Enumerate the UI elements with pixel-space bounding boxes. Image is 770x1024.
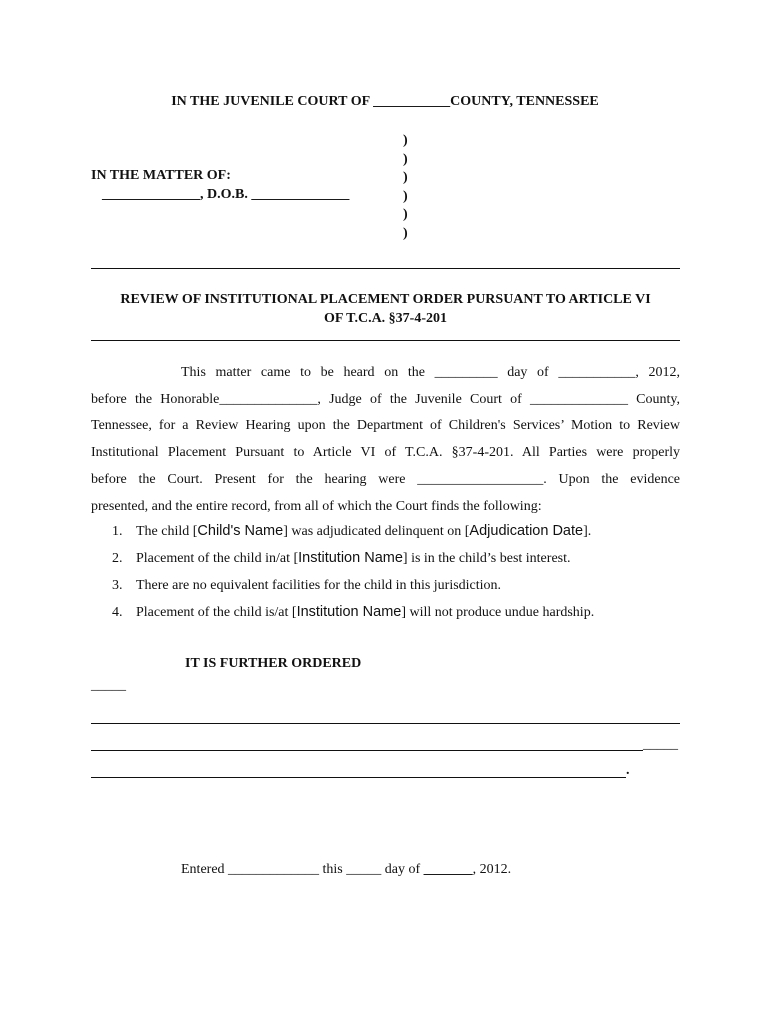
paren: ) xyxy=(403,133,408,148)
entered-label: Entered xyxy=(181,862,229,877)
list-item xyxy=(112,599,594,626)
finding-text: ]. xyxy=(583,524,592,539)
institution-name-field[interactable]: Institution Name xyxy=(298,550,403,566)
body-paragraph xyxy=(91,360,680,520)
entered-line xyxy=(181,862,511,878)
county-blank: ___________ xyxy=(373,94,451,109)
institution-name-field[interactable]: Institution Name xyxy=(296,604,402,620)
findings-list xyxy=(112,518,594,626)
further-ordered-heading: IT IS FURTHER ORDERED xyxy=(185,656,362,671)
order-blank-tail: _____ xyxy=(643,737,678,752)
entered-name-blank[interactable]: _____________ xyxy=(228,862,320,877)
order-blank-line[interactable] xyxy=(91,723,680,724)
court-suffix: COUNTY, TENNESSEE xyxy=(450,94,599,109)
name-dob-line[interactable]: ______________, D.O.B. ______________ xyxy=(102,187,350,202)
order-blank-line[interactable] xyxy=(91,750,643,751)
order-blank-line[interactable] xyxy=(91,777,626,778)
list-item xyxy=(112,572,594,599)
body-line: before the Honorable______________, Judge of the Juvenile Court of ______________ County, xyxy=(91,391,680,407)
list-number: 2. xyxy=(112,551,123,566)
body-line: before the Court. Present for the hearing were __________________. Upon the evidence xyxy=(91,471,680,487)
entered-day-blank[interactable]: _____ xyxy=(346,862,382,877)
paren: ) xyxy=(403,207,408,222)
adjudication-date-field[interactable]: Adjudication Date xyxy=(469,523,584,539)
entered-month-blank[interactable]: _______ xyxy=(423,862,473,877)
list-number: 3. xyxy=(112,578,123,593)
childs-name-field[interactable]: Child's Name xyxy=(197,523,284,539)
list-item xyxy=(112,545,594,572)
document-title xyxy=(91,290,680,328)
paren: ) xyxy=(403,170,408,185)
title-line-1: REVIEW OF INSTITUTIONAL PLACEMENT ORDER PURSUANT TO ARTICLE VI xyxy=(120,292,651,307)
entered-text: this xyxy=(319,862,347,877)
caption-matter xyxy=(91,166,349,204)
finding-text: ] will not produce undue hardship. xyxy=(401,605,595,620)
entered-text: day of xyxy=(381,862,424,877)
divider-bottom xyxy=(91,340,680,341)
title-line-2: OF T.C.A. §37-4-201 xyxy=(323,311,447,326)
list-number: 4. xyxy=(112,605,123,620)
entered-year: , 2012. xyxy=(472,862,512,877)
caption-parentheses xyxy=(403,132,417,243)
body-line: This matter came to be heard on the _________ day of ___________, 2012, xyxy=(181,365,680,380)
court-prefix: IN THE JUVENILE COURT OF xyxy=(171,94,374,109)
paren: ) xyxy=(403,188,408,204)
order-blank-short[interactable]: _____ xyxy=(91,678,126,693)
finding-text: Placement of the child in/at [ xyxy=(136,551,299,566)
paren: ) xyxy=(403,151,408,167)
finding-text: ] was adjudicated delinquent on [ xyxy=(283,524,470,539)
order-period: . xyxy=(626,763,630,778)
body-line: presented, and the entire record, from all of which the Court finds the following: xyxy=(91,498,542,514)
finding-text: The child [ xyxy=(136,524,198,539)
divider-top xyxy=(91,268,680,269)
body-line: Tennessee, for a Review Hearing upon the Department of Children's Services’ Motion to Review xyxy=(91,418,680,434)
list-number: 1. xyxy=(112,524,123,539)
paren: ) xyxy=(403,225,408,241)
body-line: Institutional Placement Pursuant to Article VI of T.C.A. §37-4-201. All Parties were properly xyxy=(91,445,680,461)
matter-label: IN THE MATTER OF: xyxy=(91,168,231,183)
finding-text: There are no equivalent facilities for the child in this jurisdiction. xyxy=(136,578,502,593)
court-heading xyxy=(0,94,770,110)
finding-text: ] is in the child’s best interest. xyxy=(402,551,571,566)
list-item xyxy=(112,518,594,545)
finding-text: Placement of the child is/at [ xyxy=(136,605,297,620)
